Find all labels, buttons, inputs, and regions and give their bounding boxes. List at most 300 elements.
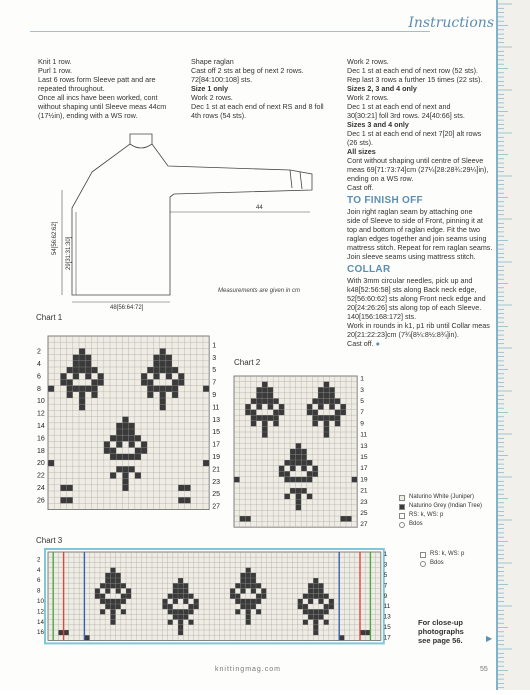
row-number: 25 [212,491,220,499]
stitch-dark [116,578,121,583]
text-line: 20[21:22:23]cm (7¾[8¼:8½:8¾]in). [347,330,459,339]
stitch-dark [246,620,251,625]
stitch-dark [141,441,147,447]
stitch-dark [173,599,178,604]
stitch-dark [313,609,318,614]
stitch-dark [235,583,240,588]
stitch-dark [324,382,330,388]
stitch-dark [313,620,318,625]
text-line: top and bottom of raglan edge. Fit the two [347,225,481,234]
legend-label: Naturino Grey (Indian Tree) [409,503,483,509]
stitch-dark [360,630,365,635]
stitch-dark [339,635,344,640]
stitch-dark [324,426,330,432]
stitch-dark [262,382,268,388]
stitch-dark [256,583,261,588]
row-number: 2 [37,556,41,564]
text-line: Cast off 2 sts at beg of next 2 rows. [191,66,304,75]
stitch-dark [290,477,296,483]
stitch-dark [173,609,178,614]
stitch-dark [129,429,135,435]
row-number: 9 [383,592,388,600]
stitch-dark [183,583,188,588]
stitch-dark [203,386,209,392]
stitch-dark [312,466,318,472]
row-number: 22 [37,472,45,480]
stitch-dark [235,594,240,599]
sleeve-instructions [38,57,183,120]
stitch-dark [105,583,110,588]
text-line: Dec 1 st at each end of next and [347,102,451,111]
stitch-dark [85,373,91,379]
stitch-dark [246,604,251,609]
neckline [130,144,152,148]
text-line: 30[30:21] foll 3rd rows. 24[40:66] sts. [347,111,465,120]
stitch-dark [329,398,335,404]
stitch-dark [296,443,302,449]
stitch-dark [335,410,341,416]
stitch-dark [162,604,167,609]
stitch-dark [256,599,261,604]
stitch-dark [147,386,153,392]
stitch-dark [129,466,135,472]
stitch-dark [329,415,335,421]
stitch-dark [172,379,178,385]
stitch-dark [256,398,262,404]
stitch-dark [166,367,172,373]
stitch-dark [98,379,104,385]
stitch-dark [240,516,246,522]
row-number: 7 [383,582,388,590]
stitch-dark [273,410,279,416]
stitch-dark [313,583,318,588]
stitch-dark [160,361,166,367]
stitch-dark [235,599,240,604]
stitch-dark [160,348,166,354]
raglan-heading: Shape raglan [191,57,234,66]
stitch-dark [298,599,303,604]
stitch-dark [246,578,251,583]
stitch-dark [279,404,285,410]
stitch-dark [178,609,183,614]
stitch-dark [318,415,324,421]
chart3-legend [420,550,464,568]
stitch-dark [79,392,85,398]
text-line: Cast off. [347,183,374,192]
measurement-note: Measurements are given in cm [218,288,301,294]
stitch-dark [240,578,245,583]
stitch-dark [135,454,141,460]
stitch-dark [79,355,85,361]
stitch-dark [251,604,256,609]
stitch-dark [95,588,100,593]
stitch-dark [67,379,73,385]
stitch-dark [129,441,135,447]
stitch-dark [116,599,121,604]
row-number: 3 [383,561,388,569]
stitch-dark [290,466,296,472]
chart3-grid [34,548,414,643]
row-number: 20 [37,460,45,468]
stitch-dark [110,614,115,619]
stitch-dark [160,386,166,392]
stitch-dark [290,449,296,455]
row-number: 1 [212,342,217,350]
legend-label: RS: k, WS: p [409,512,444,518]
stitch-dark [318,599,323,604]
stitch-dark [256,404,262,410]
stitch-dark [312,415,318,421]
stitch-dark [318,594,323,599]
stitch-dark [110,568,115,573]
text-line: 140[156:168:172] sts. [347,312,417,321]
stitch-dark [79,404,85,410]
stitch-dark [312,410,318,416]
cuff-lines [290,170,302,189]
stitch-dark [98,373,104,379]
stitch-dark [313,578,318,583]
stitch-dark [110,573,115,578]
stitch-dark [346,516,352,522]
stitch-dark [105,599,110,604]
stitch-dark [160,392,166,398]
stitch-dark [122,454,128,460]
stitch-dark [122,423,128,429]
stitch-dark [166,386,172,392]
stitch-dark [308,599,313,604]
stitch-dark [116,435,122,441]
row-number: 21 [212,466,220,474]
row-number: 11 [212,404,220,412]
stitch-dark [58,630,63,635]
stitch-dark [240,604,245,609]
text-line: see page 56. [418,636,463,645]
stitch-dark [110,448,116,454]
header-rule [30,31,430,32]
stitch-dark [85,355,91,361]
stitch-dark [160,404,166,410]
stitch-dark [178,630,183,635]
row-number: 13 [360,442,368,450]
stitch-dark [173,583,178,588]
legend-label: RS: k, WS: p [430,551,465,557]
stitch-dark [296,477,302,483]
stitch-dark [324,387,330,393]
legend-item [399,493,482,502]
stitch-dark [178,614,183,619]
row-number: 23 [360,498,368,506]
row-number: 16 [37,435,45,443]
stitch-dark [160,367,166,373]
stitch-dark [318,583,323,588]
row-number: 5 [383,572,388,579]
stitch-dark [172,367,178,373]
text-line: Dec 1 st at each end of next 7[20] alt rows [347,129,482,138]
stitch-dark [296,449,302,455]
text-line: 4th rows (54 sts). [191,111,247,120]
stitch-dark [116,454,122,460]
stitch-dark [85,361,91,367]
stitch-dark [251,578,256,583]
stitch-dark [178,497,184,503]
stitch-dark [301,454,307,460]
stitch-dark [324,604,329,609]
stitch-dark [303,594,308,599]
white-swatch [399,495,405,501]
row-number: 13 [383,613,391,621]
stitch-dark [262,426,268,432]
stitch-dark [318,614,323,619]
stitch-dark [240,573,245,578]
stitch-dark [100,599,105,604]
stitch-dark [122,466,128,472]
stitch-dark [178,578,183,583]
stitch-dark [234,477,240,483]
legend-label: Bdos [430,560,444,566]
stitch-dark [172,386,178,392]
stitch-dark [256,415,262,421]
grey-swatch [399,504,405,510]
stitch-dark [312,471,318,477]
bobble-icon [399,522,405,528]
stitch-dark [121,609,126,614]
stitch-dark [307,477,313,483]
stitch-dark [230,594,235,599]
stitch-dark [67,392,73,398]
row-number: 17 [383,634,391,642]
row-number: 27 [360,521,368,529]
stitch-dark [279,471,285,477]
row-number: 14 [37,618,44,626]
row-number: 3 [360,386,364,394]
stitch-dark [262,398,268,404]
dim-side: 54[56:62:62] [52,221,58,255]
stitch-dark [203,460,209,466]
stitch-dark [262,415,268,421]
stitch-dark [85,367,91,373]
stitch-dark [91,386,97,392]
stitch-dark [135,448,141,454]
stitch-dark [60,497,66,503]
section-title: Instructions [408,15,494,31]
footer-site: knittingmag.com [215,666,281,673]
stitch-dark [303,620,308,625]
stitch-dark [329,387,335,393]
stitch-dark [147,379,153,385]
stitch-dark [313,594,318,599]
stitch-dark [335,398,341,404]
text-line: Purl 1 row. [38,66,72,75]
stitch-dark [135,472,141,478]
stitch-dark [116,604,121,609]
row-number: 15 [383,624,391,631]
stitch-dark [172,392,178,398]
stitch-dark [188,594,193,599]
stitch-dark [194,604,199,609]
chart2-grid [234,372,384,532]
stitch-dark [262,387,268,393]
row-number: 16 [37,629,44,637]
stitch-dark [166,361,172,367]
stitch-dark [284,471,290,477]
stitch-dark [84,635,89,640]
stitch-dark [256,387,262,393]
stitch-dark [303,609,308,614]
stitch-dark [240,599,245,604]
stitch-dark [318,588,323,593]
stitch-dark [365,630,370,635]
stitch-dark [122,479,128,485]
text-line: Work 2 rows. [347,93,389,102]
stitch-dark [318,404,324,410]
stitch-dark [110,435,116,441]
stitch-dark [318,398,324,404]
stitch-dark [129,435,135,441]
text-line: meas 69[71:73:74]cm (27¼[28:28¾:29¼]in), [347,165,489,174]
stitch-dark [312,398,318,404]
stitch-dark [268,393,274,399]
stitch-dark [116,573,121,578]
stitch-dark [183,614,188,619]
stitch-dark [313,588,318,593]
dim-inner: 29[31:31:30] [66,236,72,270]
stitch-dark [284,460,290,466]
stitch-dark [122,435,128,441]
text-line: Knit 1 row. [38,57,72,66]
stitch-dark [261,594,266,599]
text-line: mattress stitch. Repeat for rem raglan seams. [347,243,493,252]
stitch-dark [262,421,268,427]
text-line: 72[84:100:108] sts. [191,75,253,84]
text-line: side of Sleeve to side of Front, pinning it at [347,216,483,225]
stitch-dark [329,599,334,604]
row-number: 10 [37,398,45,406]
stitch-dark [246,568,251,573]
stitch-dark [116,423,122,429]
legend-label: Bdos [409,521,423,527]
stitch-dark [324,393,330,399]
stitch-dark [324,415,330,421]
stitch-dark [153,361,159,367]
stitch-dark [153,367,159,373]
stitch-dark [183,599,188,604]
row-number: 18 [37,447,45,455]
stitch-dark [296,499,302,505]
stitch-dark [318,393,324,399]
stitch-dark [245,516,251,522]
stitch-dark [116,466,122,472]
stitch-dark [160,398,166,404]
stitch-dark [100,583,105,588]
stitch-dark [279,410,285,416]
stitch-dark [79,398,85,404]
row-number: 12 [37,608,44,616]
stitch-dark [178,620,183,625]
stitch-dark [60,373,66,379]
stitch-dark [352,477,358,483]
stitch-dark [284,477,290,483]
stitch-dark [129,454,135,460]
stitch-dark [166,355,172,361]
stitch-dark [105,578,110,583]
stitch-dark [168,609,173,614]
stitch-dark [251,410,257,416]
row-number: 17 [212,441,220,449]
stitch-dark [307,460,313,466]
stitch-dark [110,583,115,588]
stitch-dark [153,386,159,392]
stitch-dark [100,594,105,599]
stitch-dark [110,599,115,604]
stitch-dark [122,417,128,423]
stitch-dark [85,386,91,392]
row-number: 5 [360,398,364,405]
stitch-dark [178,583,183,588]
row-number: 6 [37,577,41,585]
stitch-dark [110,604,115,609]
stitch-dark [67,497,73,503]
stitch-dark [91,392,97,398]
stitch-dark [329,604,334,609]
row-number: 2 [37,348,41,356]
sweater-outline [72,134,312,295]
chart1-grid [34,326,220,526]
stitch-dark [194,599,199,604]
legend-item [420,559,464,568]
collar-heading: COLLAR [347,264,391,275]
text-line: 52[56:60:62] sts along Front neck edge and [347,294,486,303]
stitch-dark [178,379,184,385]
stitch-dark [110,578,115,583]
stitch-dark [104,448,110,454]
stitch-dark [135,435,141,441]
legend-item [399,502,482,511]
row-number: 9 [360,420,364,428]
stitch-dark [307,410,313,416]
stitch-dark [296,494,302,500]
stitch-dark [105,604,110,609]
stitch-dark [64,630,69,635]
stitch-dark [290,460,296,466]
text-line: Work 2 rows. [347,57,389,66]
stitch-dark [147,392,153,398]
text-line: Once all incs have been worked, cont [38,93,158,102]
stitch-dark [296,505,302,511]
stitch-dark [100,609,105,614]
row-number: 25 [360,510,368,517]
stitch-dark [178,485,184,491]
stitch-dark [268,398,274,404]
text-line: Rep last 3 rows a further 15 times (22 sts). [347,75,483,84]
stitch-dark [279,466,285,472]
stitch-dark [318,609,323,614]
stitch-dark [67,367,73,373]
stitch-dark [240,588,245,593]
stitch-dark [273,421,279,427]
row-number: 4 [37,566,41,574]
stitch-dark [329,393,335,399]
stitch-dark [273,415,279,421]
row-number: 21 [360,487,368,495]
row-number: 17 [360,465,368,473]
text-line: Join sleeve seams using mattress stitch. [347,252,476,261]
stitch-dark [178,594,183,599]
chart-legend [399,493,482,529]
stitch-dark [298,604,303,609]
stitch-dark [308,583,313,588]
stitch-dark [301,466,307,472]
stitch-dark [79,386,85,392]
